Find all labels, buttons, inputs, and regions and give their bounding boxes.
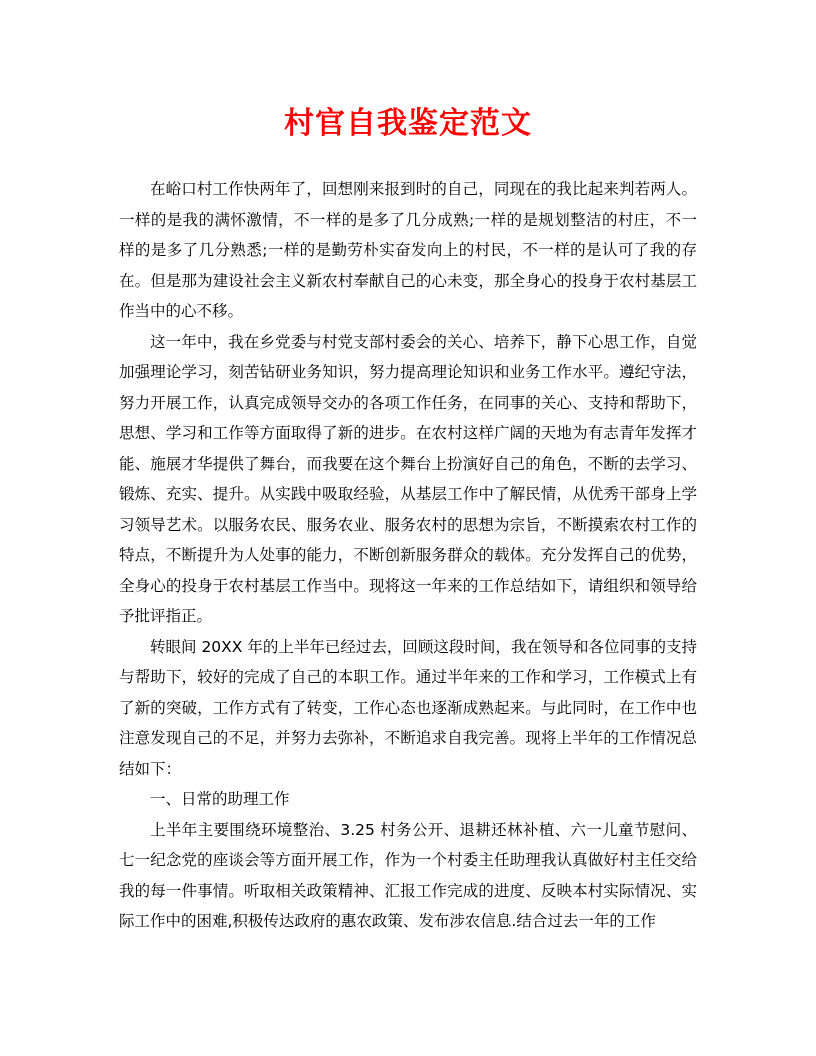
paragraph-2: 这一年中，我在乡党委与村党支部村委会的关心、培养下，静下心思工作，自觉加强理论学习，刻苦钻研业务知识，努力提高理论知识和业务工作水平。遵纪守法，努力开展工作，认真完成领导交办的各项工作任务，在同事的关心、支持和帮助下，思想、学习和工作等方面取得了新的进步。在农村这样广阔的天地为有志青年发挥才能、施展才华提供了舞台，而我要在这个舞台上扮演好自己的角色，不断的去学习、锻炼、充实、提升。从实践中吸取经验，从基层工作中了解民情，从优秀干部身上学习领导艺术。以服务农民、服务农业、服务农村的思想为宗旨，不断摸索农村工作的特点，不断提升为人处事的能力，不断创新服务群众的载体。充分发挥自己的优势，全身心的投身于农村基层工作当中。现将这一年来的工作总结如下，请组织和领导给予批评指正。 bbox=[119, 332, 697, 625]
paragraph-1: 在峪口村工作快两年了，回想刚来报到时的自己，同现在的我比起来判若两人。一样的是我的满怀激情，不一样的是多了几分成熟;一样的是规划整洁的村庄，不一样的是多了几分熟悉;一样的是勤劳朴实奋发向上的村民，不一样的是认可了我的存在。但是那为建设社会主义新农村奉献自己的心未变，那全身心的投身于农村基层工作当中的心不移。 bbox=[119, 180, 697, 320]
document-body bbox=[119, 174, 697, 937]
paragraph-3: 转眼间 20XX 年的上半年已经过去，回顾这段时间，我在领导和各位同事的支持与帮助下，较好的完成了自己的本职工作。通过半年来的工作和学习，工作模式上有了新的突破，工作方式有了转变，工作心态也逐渐成熟起来。与此同时，在工作中也注意发现自己的不足，并努力去弥补，不断追求自我完善。现将上半年的工作情况总结如下： bbox=[119, 637, 697, 778]
document-title: 村官自我鉴定范文 bbox=[284, 106, 532, 141]
section-heading-1: 一、日常的助理工作 bbox=[150, 790, 290, 808]
paragraph-4: 上半年主要围绕环境整治、3.25 村务公开、退耕还林补植、六一儿童节慰问、七一纪念党的座谈会等方面开展工作，作为一个村委主任助理我认真做好村主任交给我的每一件事情。听取相关政策精神、汇报工作完成的进度、反映本村实际情况、实际工作中的困难,积极传达政府的惠农政策、发布涉农信息.结合过去一年的工作 bbox=[119, 820, 697, 930]
